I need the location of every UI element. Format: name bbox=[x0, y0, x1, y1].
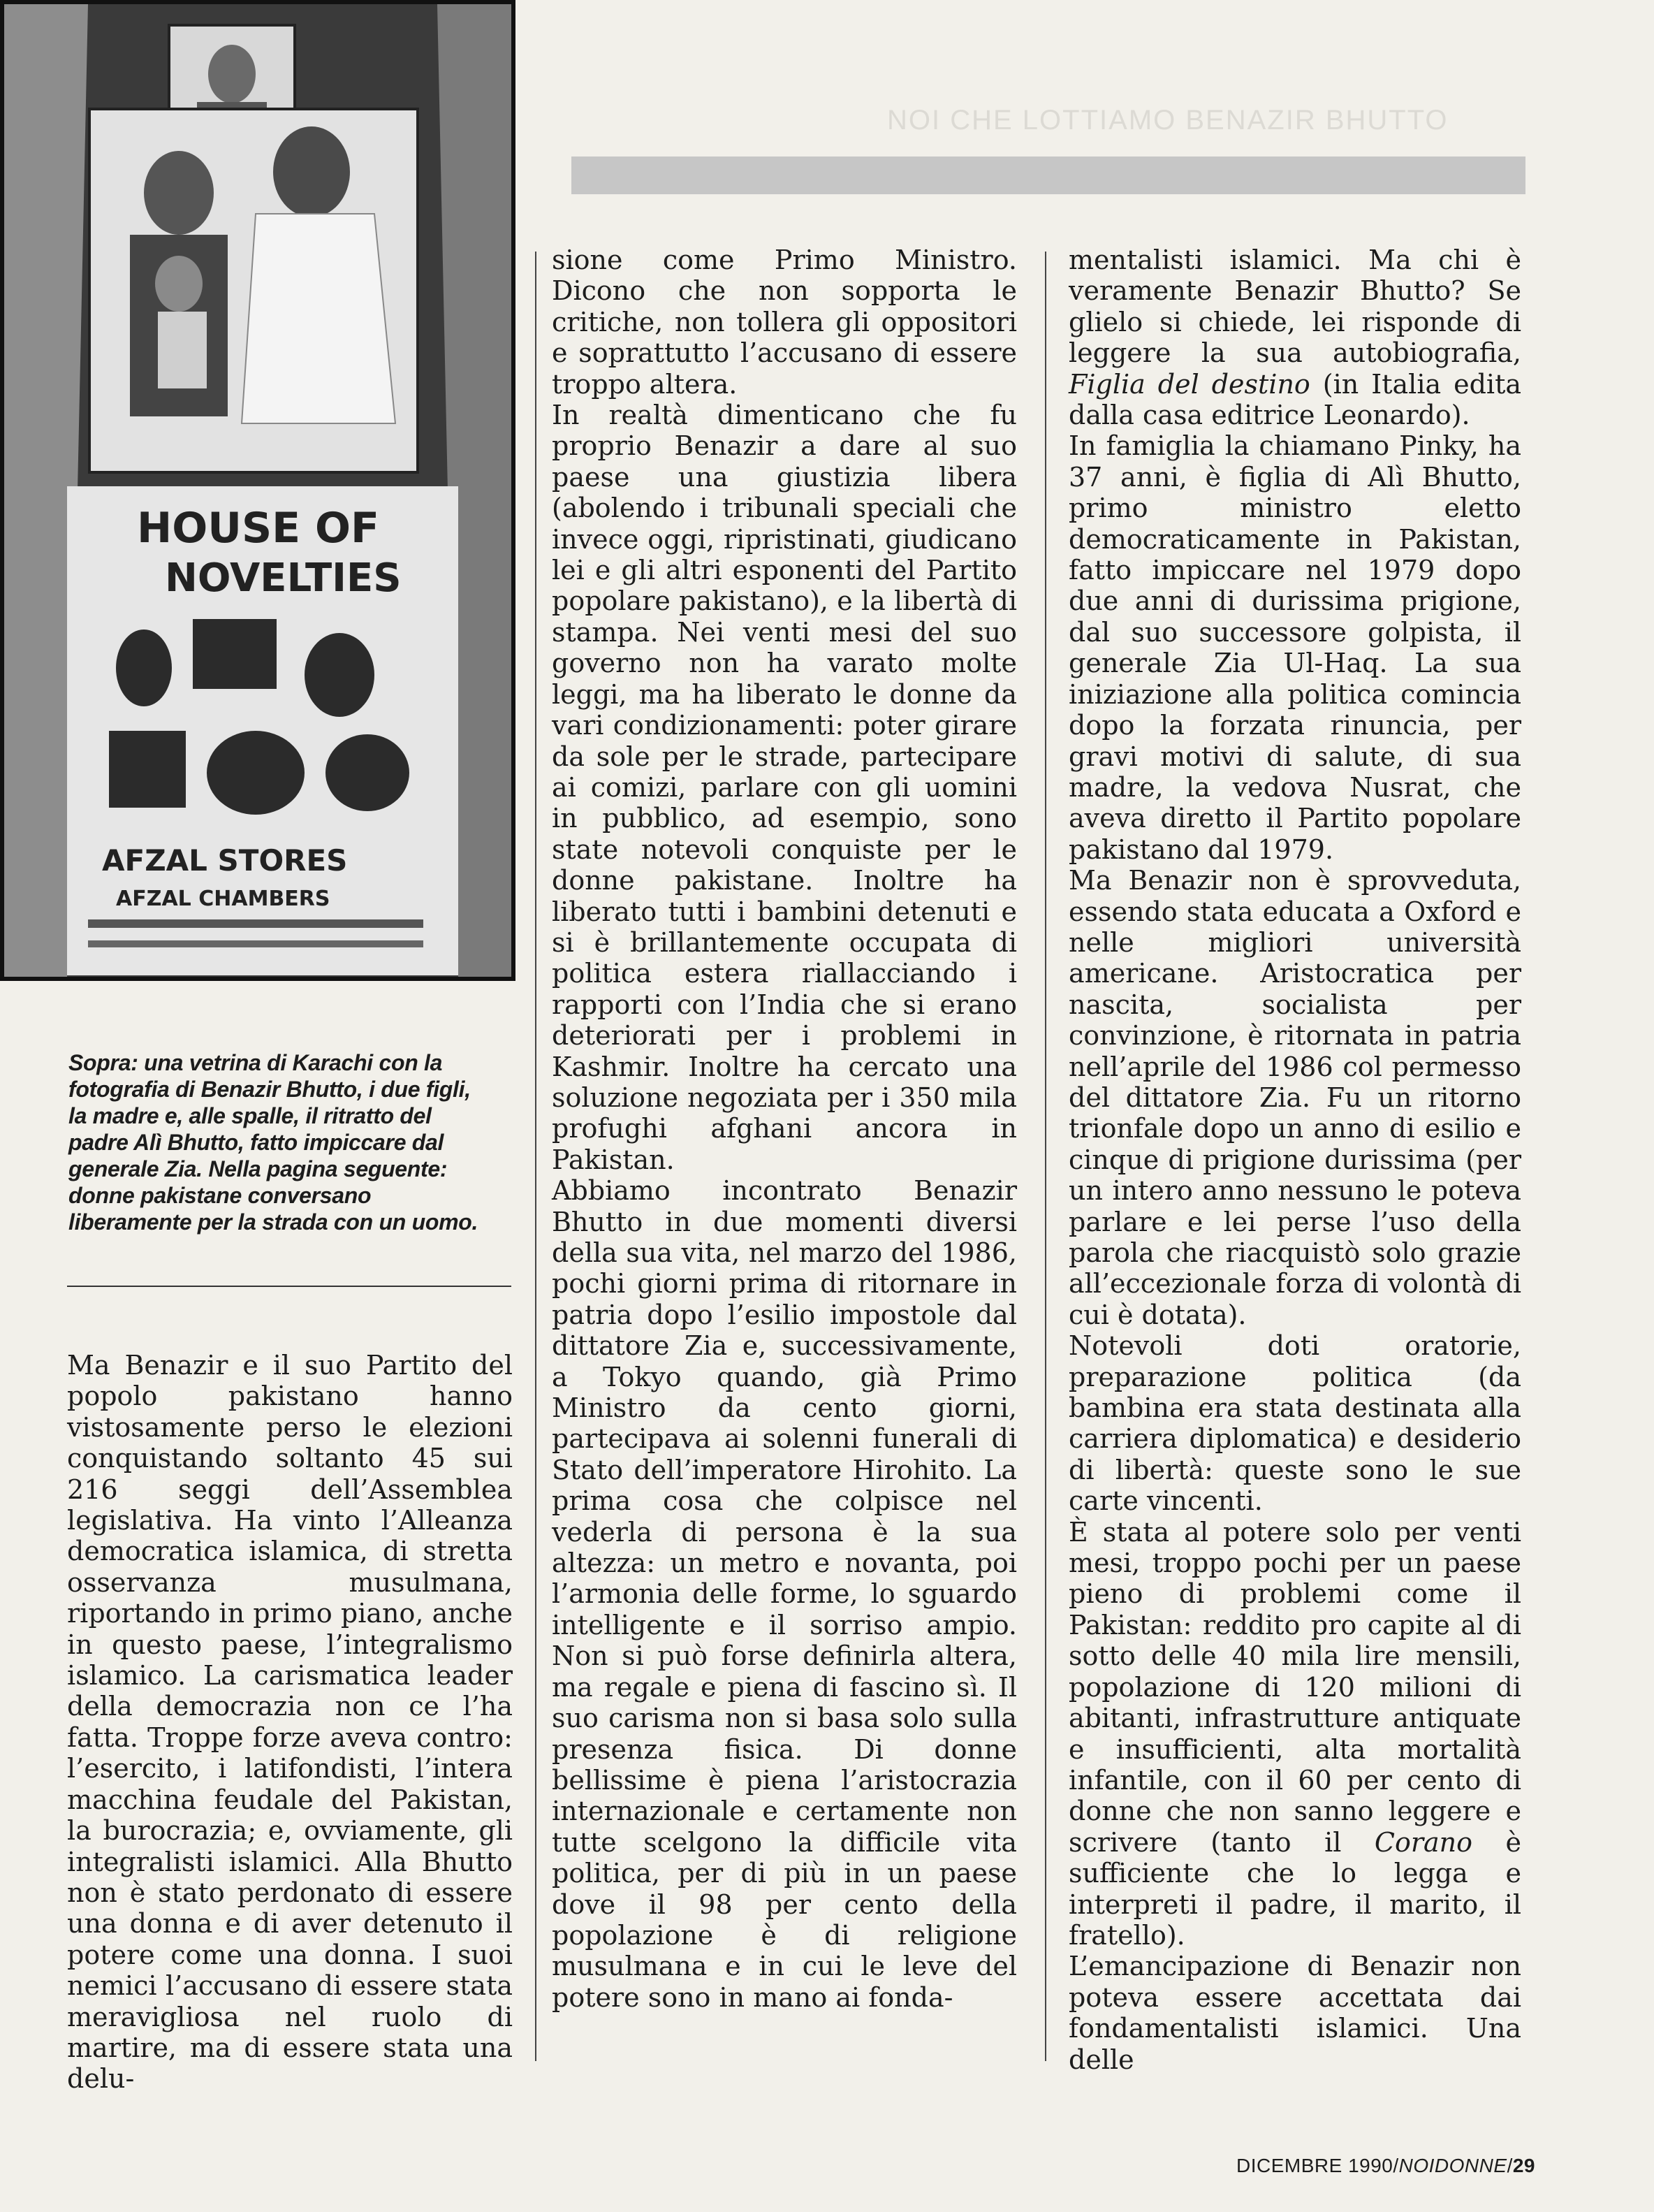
paragraph bbox=[1069, 1517, 1521, 1951]
paragraph: In realtà dimenticano che fu proprio Benazir a dare al suo paese una giustizia libera (abolendo i tribunali speciali che invece oggi, ripristinati, giudicano lei e gli altri esponenti del Partito popolare pakistano), e la libertà di stampa. Nei venti mesi del suo governo non ha varato molte leggi, ma ha liberato le donne da vari condizionamenti: poter girare da sole per le strade, partecipare ai comizi, parlare con gli uomini in pubblico, ad esempio, sono state notevoli conquiste per le donne pakistane. Inoltre ha liberato tutti i bambini detenuti e si è brillantemente occupata di politica estera riallacciando i rapporti con l’India che si erano deteriorati per i problemi in Kashmir. Inoltre ha cercato una soluzione negoziata per i 350 mila profughi afghani ancora in Pakistan. bbox=[552, 400, 1017, 1175]
footer-date: DICEMBRE 1990/ bbox=[1236, 2155, 1399, 2176]
paragraph: Abbiamo incontrato Benazir Bhutto in due momenti diversi della sua vita, nel marzo del 1986, pochi giorni prima di ritornare in patria dopo l’esilio impostole dal dittatore Zia e, successivamente, a Tokyo quando, già Primo Ministro da cento giorni, partecipava ai solenni funerali di Stato dell’imperatore Hirohito. La prima cosa che colpisce nel vederla di persona è la sua altezza: un metro e novanta, poi l’armonia delle forme, lo sguardo intelligente e il sorriso ampio. Non si può forse definirla altera, ma regale e piena di fascino sì. Il suo carisma non si basa solo sulla presenza fisica. Di donne bellissime è piena l’aristocrazia internazionale e certamente non tutte scelgono la difficile vita politica, per di più in un paese dove il 98 per cento della popolazione è di religione musulmana e in cui le leve del potere sono in mano ai fonda- bbox=[552, 1175, 1017, 2013]
article-column-1 bbox=[67, 1350, 513, 2095]
paragraph: Ma Benazir e il suo Partito del popolo pakistano hanno vistosamente perso le elezioni conquistando soltanto 45 sui 216 seggi dell’Assemblea legislativa. Ha vinto l’Alleanza democratica islamica, di stretta osservanza musulmana, riportando in primo piano, anche in questo paese, l’integralismo islamico. La carismatica leader della democrazia non ce l’ha fatta. Troppe forze aveva contro: l’esercito, i latifondisti, l’intera macchina feudale del Pakistan, la burocrazia; e, ovviamente, gli integralisti islamici. Alla Bhutto non è stato perdonato di essere una donna e di aver detenuto il potere come una donna. I suoi nemici l’accusano di essere stata meravigliosa nel ruolo di martire, ma di essere stata una delu- bbox=[67, 1350, 513, 2095]
sign-line-2: AFZAL CHAMBERS bbox=[116, 887, 330, 911]
paragraph bbox=[1069, 245, 1521, 430]
footer-separator: / bbox=[1507, 2155, 1513, 2176]
text-run: è sufficiente che lo legga e interpreti il padre, il marito, il fratello). bbox=[1069, 1826, 1521, 1951]
article-column-3 bbox=[1069, 245, 1521, 2075]
text-run: mentalisti islamici. Ma chi è veramente Benazir Bhutto? Se glielo si chiede, lei risponde di leggere la sua autobiografia, bbox=[1069, 245, 1521, 369]
book-title: Corano bbox=[1374, 1826, 1472, 1858]
shop-line-2: NOVELTIES bbox=[165, 555, 402, 601]
paragraph: Notevoli doti oratorie, preparazione politica (da bambina era stata destinata alla carriera diplomatica) e desiderio di libertà: queste sono le sue carte vincenti. bbox=[1069, 1330, 1521, 1517]
header-band bbox=[571, 157, 1525, 194]
page-footer bbox=[1236, 2155, 1535, 2177]
text-run: (in Italia edita dalla casa editrice Leonardo). bbox=[1069, 368, 1521, 431]
column-divider-1 bbox=[535, 252, 536, 2061]
header-ghost-title: NOI CHE LOTTIAMO BENAZIR BHUTTO bbox=[887, 105, 1449, 136]
column-divider-2 bbox=[1045, 252, 1046, 2061]
photo-illustration bbox=[4, 4, 511, 977]
footer-magazine: NOIDONNE bbox=[1398, 2155, 1507, 2176]
article-column-2 bbox=[552, 245, 1017, 2013]
sign-line-1: AFZAL STORES bbox=[102, 843, 348, 878]
page-number: 29 bbox=[1512, 2155, 1535, 2176]
caption-divider bbox=[67, 1286, 511, 1287]
karachi-shop-window-photo bbox=[0, 0, 515, 981]
shop-line-1: HOUSE OF bbox=[137, 504, 380, 553]
photo-caption: Sopra: una vetrina di Karachi con la fotografia di Benazir Bhutto, i due figli, la madre e, alle spalle, il ritratto del padre Alì Bhutto, fatto impiccare dal generale Zia. Nella pagina seguente: donne pakistane conversano liberamente per la strada con un uomo. bbox=[68, 1050, 478, 1235]
paragraph: L’emancipazione di Benazir non poteva essere accettata dai fondamentalisti islamici. Una delle bbox=[1069, 1951, 1521, 2075]
book-title: Figlia del destino bbox=[1069, 368, 1310, 400]
text-run: È stata al potere solo per venti mesi, troppo pochi per un paese pieno di problemi come il Pakistan: reddito pro capite al di sotto delle 40 mila lire mensili, popolazione di 120 milioni di abitanti, infrastrutture antiquate e insufficienti, alta mortalità infantile, con il 60 per cento di donne che non sanno leggere e scrivere (tanto il bbox=[1069, 1516, 1521, 1858]
paragraph: Ma Benazir non è sprovveduta, essendo stata educata a Oxford e nelle migliori università americane. Aristocratica per nascita, socialista per convinzione, è ritornata in patria nell’aprile del 1986 col permesso del dittatore Zia. Fu un ritorno trionfale dopo un anno di esilio e cinque di prigione durissima (per un intero anno nessuno le poteva parlare e lei perse l’uso della parola che riacquistò solo grazie all’eccezionale forza di volontà di cui è dotata). bbox=[1069, 865, 1521, 1330]
paragraph: In famiglia la chiamano Pinky, ha 37 anni, è figlia di Alì Bhutto, primo ministro eletto democraticamente in Pakistan, fatto impiccare nel 1979 dopo due anni di durissima prigione, dal suo successore golpista, il generale Zia Ul-Haq. La sua iniziazione alla politica comincia dopo la forzata rinuncia, per gravi motivi di salute, di sua madre, la vedova Nusrat, che aveva diretto il Partito popolare pakistano dal 1979. bbox=[1069, 430, 1521, 865]
paragraph: sione come Primo Ministro. Dicono che non sopporta le critiche, non tollera gli oppositori e soprattutto l’accusano di essere troppo altera. bbox=[552, 245, 1017, 400]
